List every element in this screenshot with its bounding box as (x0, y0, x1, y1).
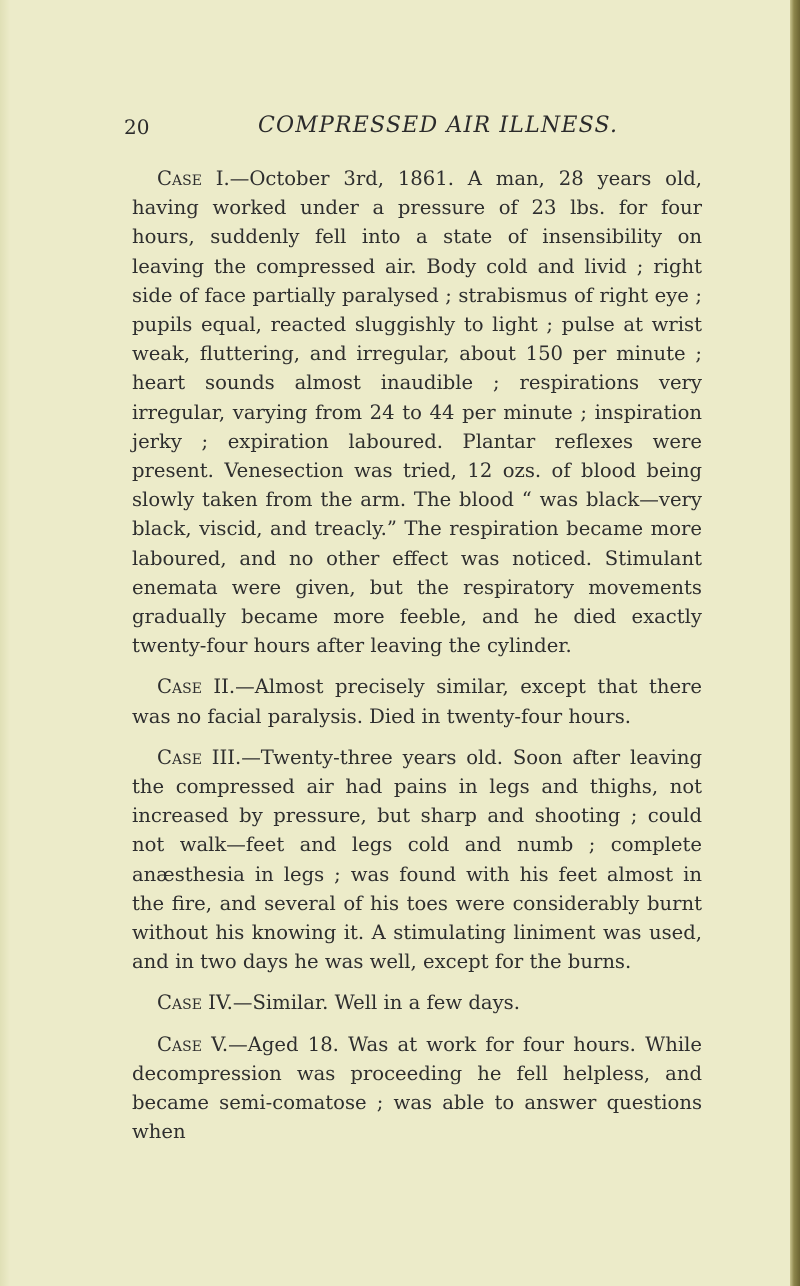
case-3-label: Case III. (157, 745, 242, 769)
case-4-text: —Similar. Well in a few days. (232, 991, 520, 1015)
case-3-text: —Twenty-three years old. Soon after leaving the compressed air had pains in legs and thighs, not increased by pressure, but sharp and shooting ; could not walk—feet and legs cold and numb ; complete anæsthesia in legs ; was found with his feet almost in the fire, and several of his toes were considerably burnt without his knowing it. A stimulating liniment was used, and in two days he was well, except for the burns. (132, 745, 702, 974)
case-2-text: —Almost precisely similar, except that there was no facial paralysis. Died in twenty-four hours. (132, 675, 702, 728)
case-5-label: Case V. (157, 1032, 229, 1056)
body-text (132, 164, 702, 1159)
case-1-paragraph (132, 164, 702, 660)
page-edge-shadow (790, 0, 800, 1286)
case-1-label: Case I. (157, 167, 230, 190)
case-4-label: Case IV. (157, 991, 233, 1015)
case-4-paragraph (132, 988, 702, 1017)
running-title: COMPRESSED AIR ILLNESS. (258, 113, 619, 138)
page-header (0, 113, 792, 143)
case-5-text: —Aged 18. Was at work for four hours. While decompression was proceeding he fell helpless, and became semi-comatose ; was able to answer questions when (132, 1032, 703, 1144)
case-2-paragraph (132, 672, 702, 730)
page-number: 20 (124, 115, 150, 139)
case-5-paragraph (132, 1030, 702, 1147)
case-1-text: —October 3rd, 1861. A man, 28 years old, having worked under a pressure of 23 lbs. for four hours, suddenly fell into a state of insensibility on leaving the compressed air. Body cold and livid ; right side of face partially paralysed ; strabismus of right eye ; pupils equal, reacted sluggishly to light ; pulse at wrist weak, fluttering, and irregular, about 150 per minute ; heart sounds almost inaudible ; respirations very irregular, varying from 24 to 44 per minute ; inspiration jerky ; expiration laboured. Plantar reflexes were present. Venesection was tried, 12 ozs. of blood being slowly taken from the arm. The blood “ was black—very black, viscid, and treacly.” The respiration became more laboured, and no other effect was noticed. Stimulant enemata were given, but the respiratory movements gradually became more feeble, and he died exactly twenty-four hours after leaving the cylinder. (132, 167, 702, 658)
case-3-paragraph (132, 743, 702, 977)
case-2-label: Case II. (157, 675, 236, 699)
page-gutter-shadow (0, 0, 10, 1286)
